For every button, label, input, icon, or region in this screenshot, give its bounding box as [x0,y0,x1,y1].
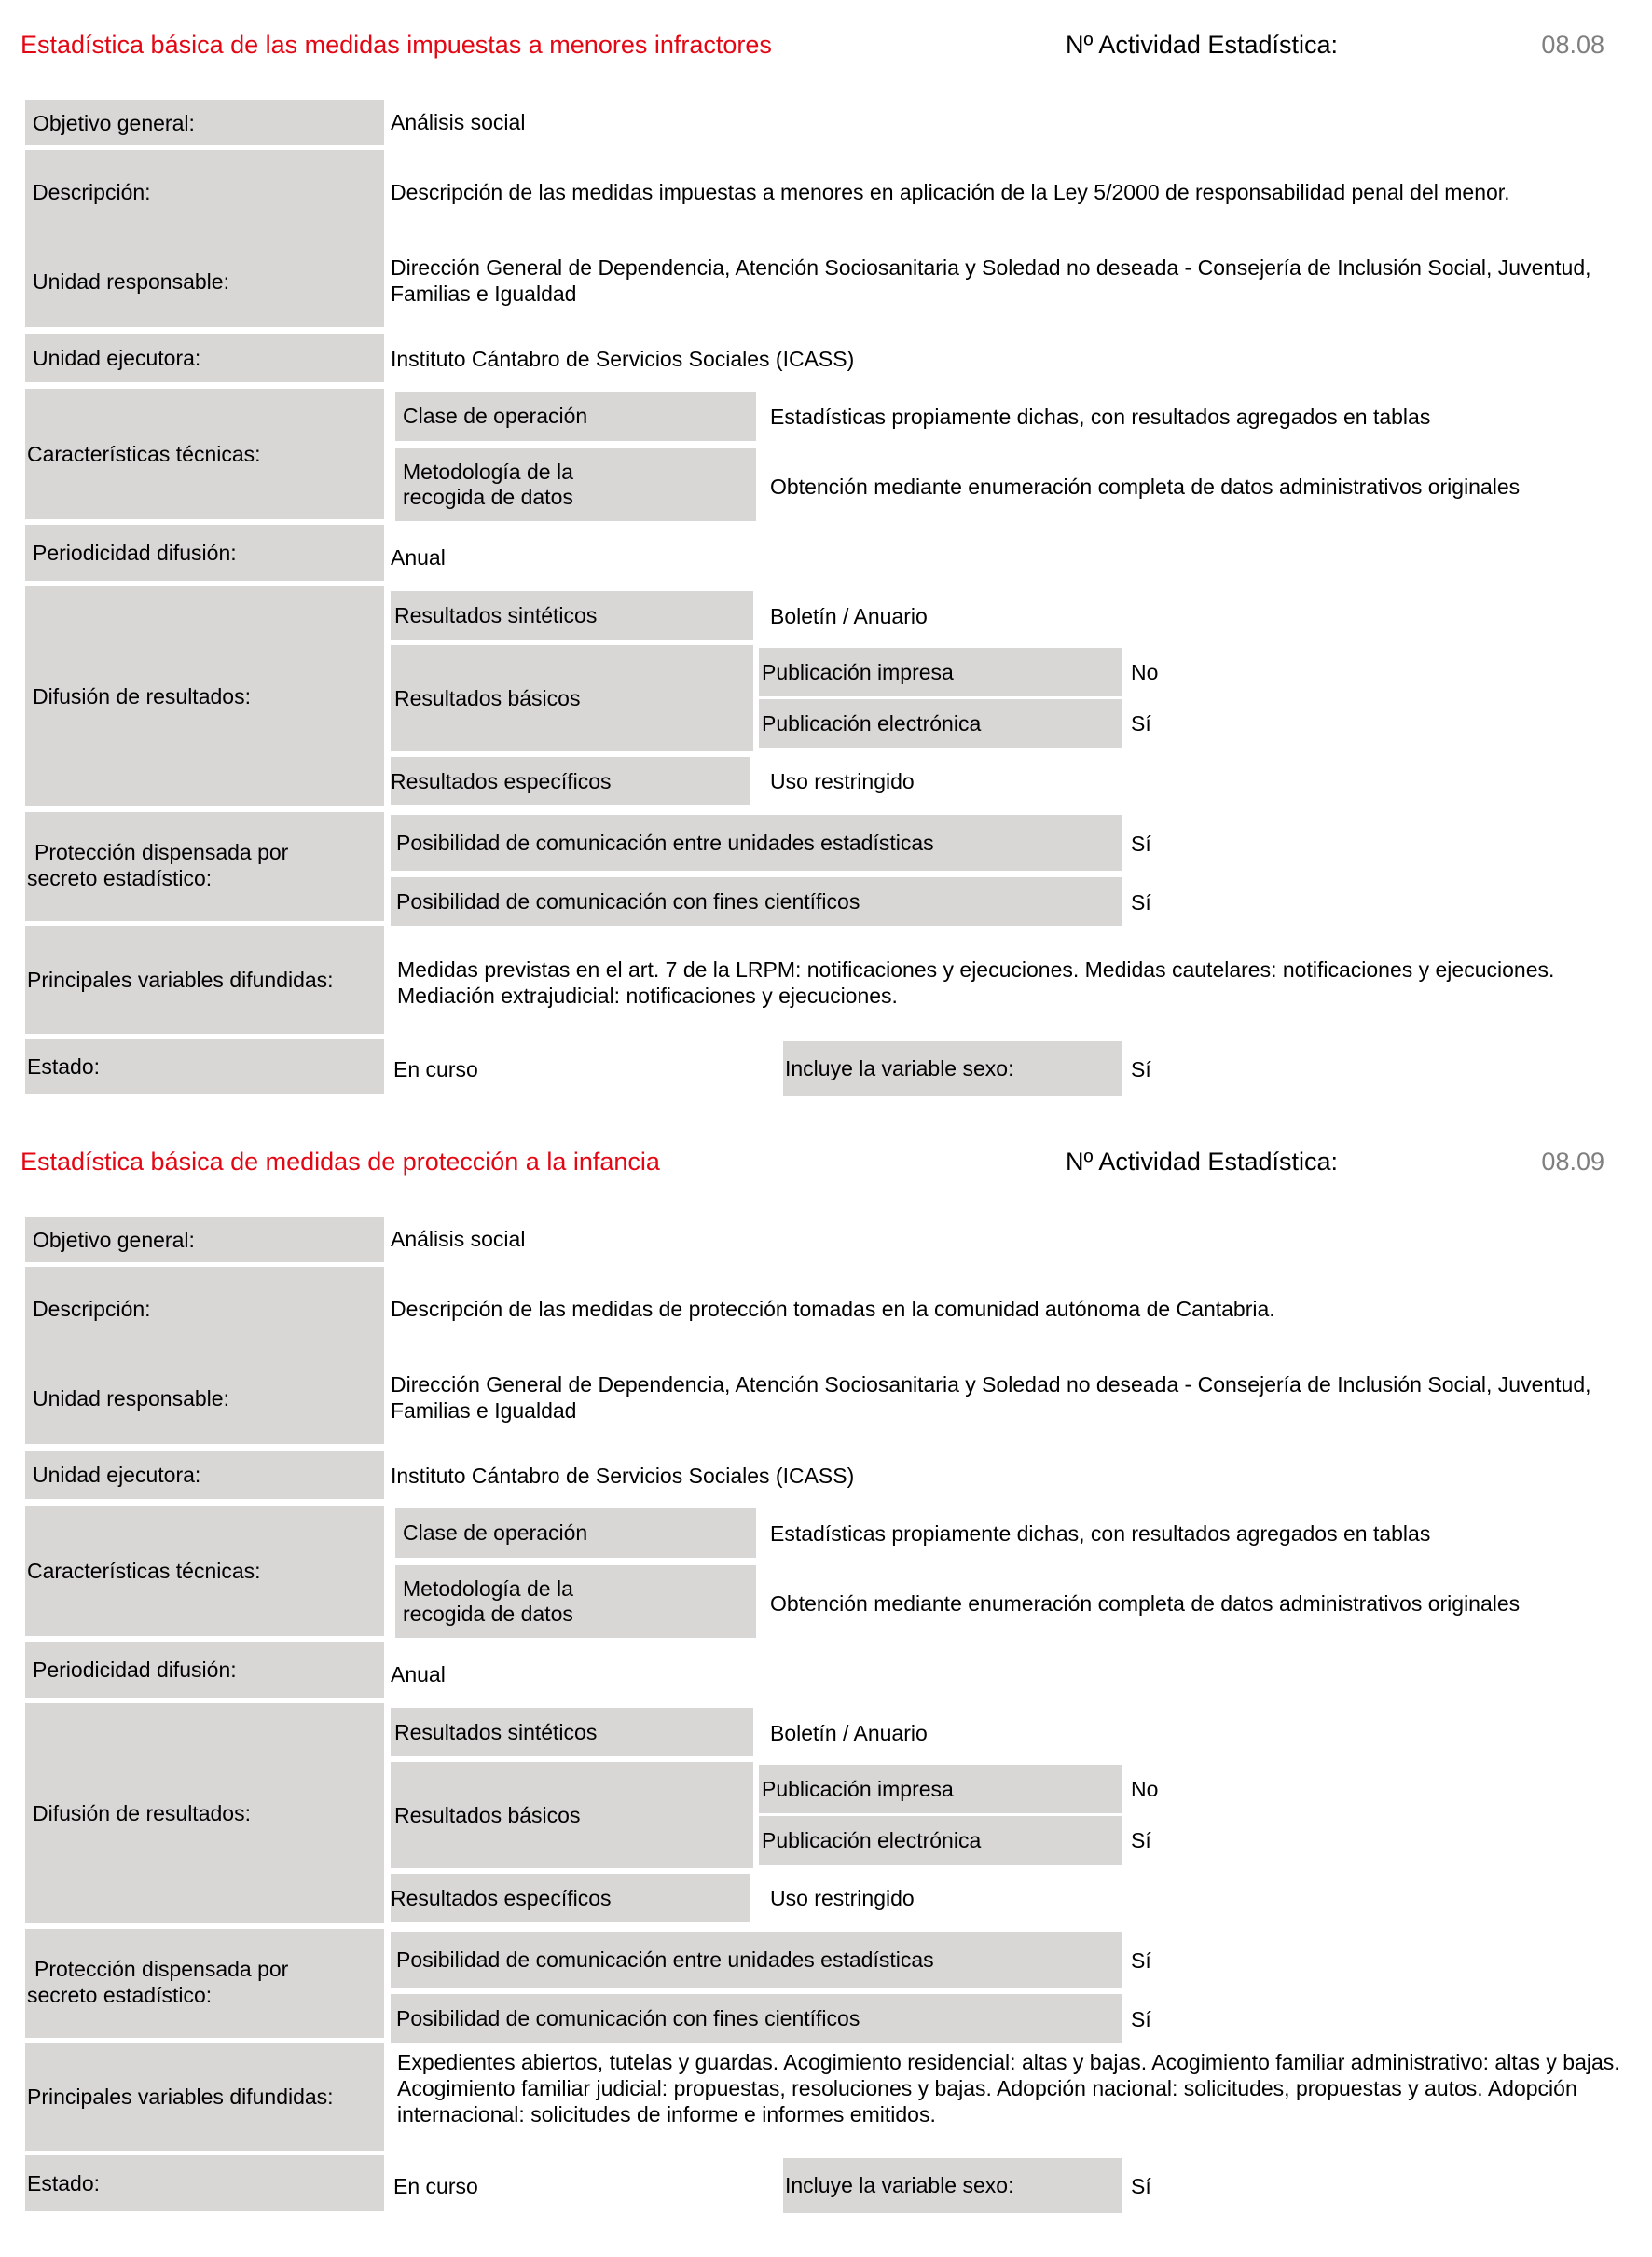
metodologia-label: Metodología de la recogida de datos [395,448,756,521]
unidad-ejecutora-value: Instituto Cántabro de Servicios Sociales (ICASS) [391,1464,855,1488]
estado-value: En curso [393,2174,478,2198]
comunicacion-unidades-label: Posibilidad de comunicación entre unidades estadísticas [391,1932,1122,1988]
comunicacion-unidades-value: Sí [1131,832,1151,856]
publicacion-electronica-label: Publicación electrónica [759,1816,1122,1865]
resultados-especificos-value: Uso restringido [770,769,915,793]
variables-value: Expedientes abiertos, tutelas y guardas. Acogimiento residencial: altas y bajas. Acogimiento familiar administrativo: altas y bajas. Acogimiento familiar judicial: propuestas, resoluciones y bajas. Adopción nacional: solicitudes, propuestas y autos. Adopción internacional: solicitudes de informe e informes emitidos. [397,2050,1620,2126]
resultados-especificos-label: Resultados específicos [391,1874,750,1922]
publicacion-electronica-value: Sí [1131,711,1151,736]
variable-sexo-value: Sí [1131,2174,1151,2198]
clase-operacion-value: Estadísticas propiamente dichas, con resultados agregados en tablas [770,1521,1431,1546]
unidad-responsable-value: Dirección General de Dependencia, Atención Sociosanitaria y Soledad no deseada - Consejería de Inclusión Social, Juventud, Familias e Igualdad [391,255,1591,306]
caracteristicas-label: Características técnicas: [27,442,261,466]
resultados-basicos-label: Resultados básicos [391,645,753,751]
publicacion-impresa-label: Publicación impresa [759,1765,1122,1813]
objetivo-label: Objetivo general: [33,1227,195,1252]
clase-operacion-value: Estadísticas propiamente dichas, con resultados agregados en tablas [770,405,1431,429]
resultados-sinteticos-label: Resultados sintéticos [391,591,753,640]
unidad-ejecutora-label: Unidad ejecutora: [33,346,201,370]
publicacion-impresa-value: No [1131,1777,1159,1801]
metodologia-label: Metodología de la recogida de datos [395,1565,756,1638]
variable-sexo-value: Sí [1131,1057,1151,1081]
ficha-08-08 [0,0,1652,1114]
estado-label: Estado: [27,1054,100,1079]
variables-label: Principales variables difundidas: [27,2085,334,2109]
ficha-08-09 [0,1117,1652,2231]
comunicacion-cientificos-value: Sí [1131,2007,1151,2031]
resultados-especificos-value: Uso restringido [770,1886,915,1910]
unidad-ejecutora-value: Instituto Cántabro de Servicios Sociales (ICASS) [391,347,855,371]
variable-sexo-label: Incluye la variable sexo: [783,2158,1122,2213]
difusion-label: Difusión de resultados: [33,684,251,709]
objetivo-value: Análisis social [391,110,526,134]
unidad-responsable-label: Unidad responsable: [33,269,229,294]
resultados-basicos-label: Resultados básicos [391,1762,753,1868]
comunicacion-cientificos-value: Sí [1131,890,1151,915]
objetivo-label: Objetivo general: [33,110,195,135]
activity-number: 08.08 [1541,31,1604,59]
resultados-sinteticos-label: Resultados sintéticos [391,1708,753,1756]
variables-label: Principales variables difundidas: [27,968,334,992]
unidad-responsable-value: Dirección General de Dependencia, Atención Sociosanitaria y Soledad no deseada - Consejería de Inclusión Social, Juventud, Familias e Igualdad [391,1372,1591,1423]
descripcion-value: Descripción de las medidas impuestas a menores en aplicación de la Ley 5/2000 de responsabilidad penal del menor. [391,180,1510,204]
comunicacion-cientificos-label: Posibilidad de comunicación con fines científicos [391,1994,1122,2043]
comunicacion-cientificos-label: Posibilidad de comunicación con fines científicos [391,877,1122,926]
estado-value: En curso [393,1057,478,1081]
descripcion-label: Descripción: [33,1297,151,1321]
resultados-sinteticos-value: Boletín / Anuario [770,1721,928,1745]
caracteristicas-label: Características técnicas: [27,1559,261,1583]
comunicacion-unidades-label: Posibilidad de comunicación entre unidades estadísticas [391,815,1122,871]
publicacion-electronica-label: Publicación electrónica [759,699,1122,748]
metodologia-value: Obtención mediante enumeración completa de datos administrativos originales [770,475,1521,499]
difusion-label: Difusión de resultados: [33,1801,251,1825]
resultados-especificos-label: Resultados específicos [391,757,750,805]
ficha-title: Estadística básica de las medidas impuestas a menores infractores [21,31,772,59]
descripcion-label: Descripción: [33,180,151,204]
ficha-title: Estadística básica de medidas de protección a la infancia [21,1148,660,1176]
activity-number-label: Nº Actividad Estadística: [1066,31,1338,59]
unidad-ejecutora-label: Unidad ejecutora: [33,1463,201,1487]
proteccion-label: Protección dispensada por secreto estadístico: [27,840,289,890]
activity-number-label: Nº Actividad Estadística: [1066,1148,1338,1176]
clase-operacion-label: Clase de operación [395,392,756,441]
publicacion-electronica-value: Sí [1131,1828,1151,1852]
publicacion-impresa-value: No [1131,660,1159,684]
metodologia-value: Obtención mediante enumeración completa de datos administrativos originales [770,1591,1521,1616]
activity-number: 08.09 [1541,1148,1604,1176]
descripcion-value: Descripción de las medidas de protección tomadas en la comunidad autónoma de Cantabria. [391,1297,1275,1321]
estado-label: Estado: [27,2171,100,2195]
objetivo-value: Análisis social [391,1227,526,1251]
variable-sexo-label: Incluye la variable sexo: [783,1041,1122,1096]
clase-operacion-label: Clase de operación [395,1508,756,1558]
unidad-responsable-label: Unidad responsable: [33,1386,229,1411]
variables-value: Medidas previstas en el art. 7 de la LRPM: notificaciones y ejecuciones. Medidas cautelares: notificaciones y ejecuciones. Mediación extrajudicial: notificaciones y ejecuciones. [397,957,1555,1008]
proteccion-label: Protección dispensada por secreto estadístico: [27,1957,289,2007]
publicacion-impresa-label: Publicación impresa [759,648,1122,696]
resultados-sinteticos-value: Boletín / Anuario [770,604,928,628]
periodicidad-value: Anual [391,545,446,570]
periodicidad-label: Periodicidad difusión: [33,541,237,565]
periodicidad-label: Periodicidad difusión: [33,1658,237,1682]
periodicidad-value: Anual [391,1662,446,1686]
comunicacion-unidades-value: Sí [1131,1948,1151,1973]
